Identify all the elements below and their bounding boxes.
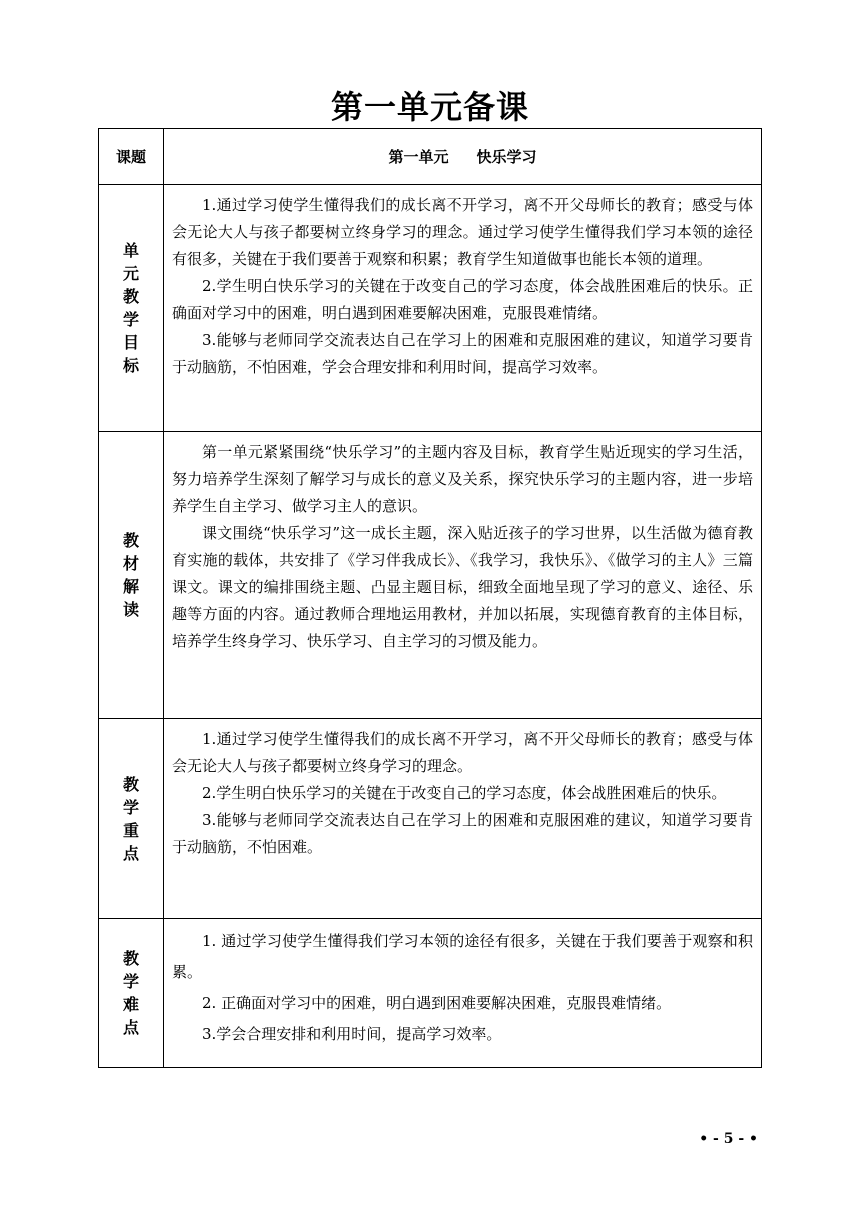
objectives-paragraph: 3.能够与老师同学交流表达自己在学习上的困难和克服困难的建议，知道学习要肯于动脑筋，不怕困难，学会合理安排和利用时间，提高学习效率。 [172,331,753,376]
key-points-paragraph: 3.能够与老师同学交流表达自己在学习上的困难和克服困难的建议，知道学习要肯于动脑筋，不怕困难。 [172,811,753,856]
material-paragraph: 课文围绕“快乐学习”这一成长主题，深入贴近孩子的学习世界，以生活做为德育教育实施的载体，共安排了《学习伴我成长》、《我学习，我快乐》、《做学习的主人》三篇课文。课文的编排围绕主题、凸显主题目标，细致全面地呈现了学习的意义、途径、乐趣等方面的内容。通过教师合理地运用教材，并加以拓展，实现德育教育的主体目标，培养学生终身学习、快乐学习、自主学习的习惯及能力。 [172,524,753,650]
objectives-content [164,185,762,432]
difficulties-paragraph: 2. 正确面对学习中的困难，明白遇到困难要解决困难，克服畏难情绪。 [202,994,672,1012]
objectives-row [99,185,762,432]
unit-topic: 快乐学习 [476,148,537,166]
difficulties-label: 教学难点 [122,949,139,1037]
difficulties-paragraph: 3.学会合理安排和利用时间，提高学习效率。 [202,1025,502,1043]
unit-name: 第一单元 [388,148,449,166]
material-content [164,432,762,719]
key-points-paragraph: 1.通过学习使学生懂得我们的成长离不开学习，离不开父母师长的教育；感受与体会无论大人与孩子都要树立终身学习的理念。 [172,730,753,775]
material-row [99,432,762,719]
objectives-label: 单元教学目标 [122,241,139,375]
topic-label-cell [99,129,164,185]
lesson-plan-table [98,128,762,1068]
key-points-row [99,719,762,919]
objectives-paragraph: 2.学生明白快乐学习的关键在于改变自己的学习态度，体会战胜困难后的快乐。正确面对学习中的困难，明白遇到困难要解决困难，克服畏难情绪。 [172,277,753,322]
header-row [99,129,762,185]
difficulties-row [99,919,762,1068]
key-points-label: 教学重点 [122,774,139,863]
topic-label: 课题 [115,148,146,166]
objectives-paragraph: 1.通过学习使学生懂得我们的成长离不开学习，离不开父母师长的教育；感受与体会无论大人与孩子都要树立终身学习的理念。通过学习使学生懂得我们学习本领的途径有很多，关键在于我们要善于观察和积累；教育学生知道做事也能长本领的道理。 [172,196,753,268]
key-points-content [164,719,762,919]
topic-heading-cell [164,129,762,185]
key-points-paragraph: 2.学生明白快乐学习的关键在于改变自己的学习态度，体会战胜困难后的快乐。 [202,784,727,802]
page-number: • - 5 - • [699,1131,758,1147]
difficulties-label-cell [99,919,164,1068]
difficulties-content [164,919,762,1068]
material-paragraph: 第一单元紧紧围绕“快乐学习”的主题内容及目标，教育学生贴近现实的学习生活，努力培养学生深刻了解学习与成长的意义及关系，探究快乐学习的主题内容，进一步培养学生自主学习、做学习主人的意识。 [172,443,753,515]
key-points-label-cell [99,719,164,919]
material-label-cell [99,432,164,719]
material-label: 教材解读 [122,531,139,619]
difficulties-paragraph: 1. 通过学习使学生懂得我们学习本领的途径有很多，关键在于我们要善于观察和积累。 [172,932,753,981]
objectives-label-cell [99,185,164,432]
page-title: 第一单元备课 [330,88,529,126]
